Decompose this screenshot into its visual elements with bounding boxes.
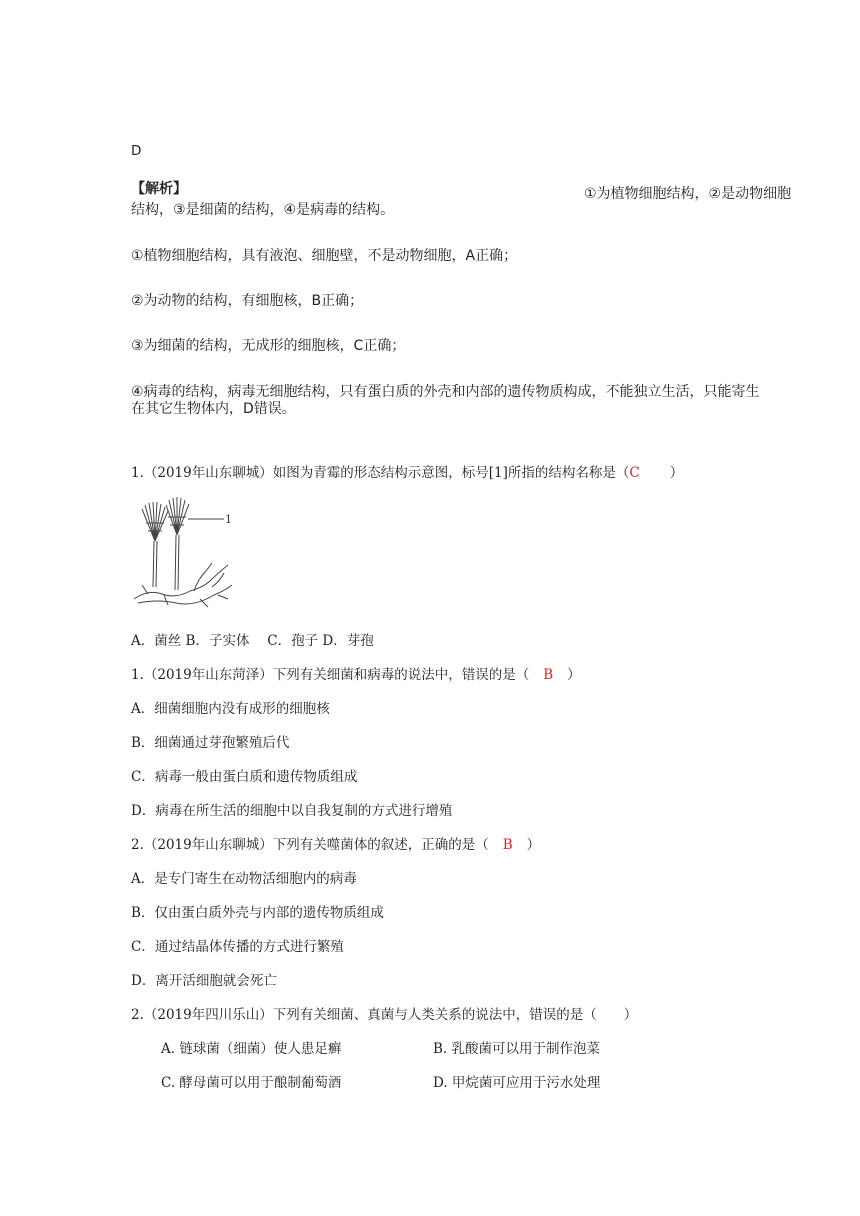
- question-1-stem-text: 1.（2019年山东聊城）如图为青霉的形态结构示意图，标号[1]所指的结构名称是（: [131, 465, 630, 481]
- question-3-stem: [131, 833, 540, 853]
- question-4-stem: 2.（2019年四川乐山）下列有关细菌、真菌与人类关系的说法中，错误的是（ ）: [131, 1007, 638, 1023]
- question-2-option-a: A．细菌细胞内没有成形的细胞核: [131, 701, 330, 717]
- question-2-answer: B: [543, 667, 554, 683]
- question-2-close: ）: [567, 667, 581, 683]
- question-2-option-d: D．病毒在所生活的细胞中以自我复制的方式进行增殖: [131, 803, 453, 819]
- question-3-option-b: B．仅由蛋白质外壳与内部的遗传物质组成: [131, 905, 384, 921]
- question-4-option-c: C. 酵母菌可以用于酿制葡萄酒: [161, 1075, 342, 1091]
- analysis-point-b: ②为动物的结构，有细胞核，B正确；: [131, 293, 364, 309]
- question-1-options: A．菌丝 B．子实体 C．孢子 D．芽孢: [131, 633, 374, 649]
- question-3-stem-text: 2.（2019年山东聊城）下列有关噬菌体的叙述，正确的是（: [131, 837, 489, 853]
- question-2-option-b: B．细菌通过芽孢繁殖后代: [131, 735, 290, 751]
- analysis-intro-right: ①为植物细胞结构，②是动物细胞: [584, 186, 792, 202]
- analysis-heading: 【解析】: [131, 181, 187, 197]
- question-1-close: ）: [669, 465, 684, 481]
- answer-letter: D: [131, 143, 142, 159]
- question-3-option-c: C．通过结晶体传播的方式进行繁殖: [131, 939, 344, 955]
- analysis-point-d-line1: ④病毒的结构，病毒无细胞结构，只有蛋白质的外壳和内部的遗传物质构成，不能独立生活，只能寄生: [131, 384, 760, 400]
- question-1-stem: [131, 461, 683, 481]
- analysis-point-c: ③为细菌的结构，无成形的细胞核，C正确；: [131, 338, 406, 354]
- question-3-option-a: A．是专门寄生在动物活细胞内的病毒: [131, 871, 357, 887]
- analysis-point-d-line2: 在其它生物体内，D错误。: [131, 401, 296, 417]
- question-1-answer: C: [629, 465, 640, 481]
- question-2-stem-text: 1.（2019年山东菏泽）下列有关细菌和病毒的说法中，错误的是（: [131, 667, 530, 683]
- question-3-answer: B: [502, 837, 513, 853]
- question-4-option-d: D. 甲烷菌可应用于污水处理: [433, 1075, 601, 1091]
- analysis-point-a: ①植物细胞结构，具有液泡、细胞壁，不是动物细胞，A正确；: [131, 248, 518, 264]
- question-2-stem: [131, 663, 581, 683]
- question-4-option-a: A. 链球菌（细菌）使人患足癣: [161, 1041, 342, 1057]
- penicillium-figure: [128, 495, 240, 613]
- analysis-intro-continued: 结构，③是细菌的结构，④是病毒的结构。: [131, 202, 395, 218]
- figure-label-1: 1: [225, 513, 232, 526]
- question-3-option-d: D．离开活细胞就会死亡: [131, 973, 277, 989]
- question-3-close: ）: [526, 837, 541, 853]
- question-2-option-c: C．病毒一般由蛋白质和遗传物质组成: [131, 769, 358, 785]
- question-4-option-b: B. 乳酸菌可以用于制作泡菜: [433, 1041, 601, 1057]
